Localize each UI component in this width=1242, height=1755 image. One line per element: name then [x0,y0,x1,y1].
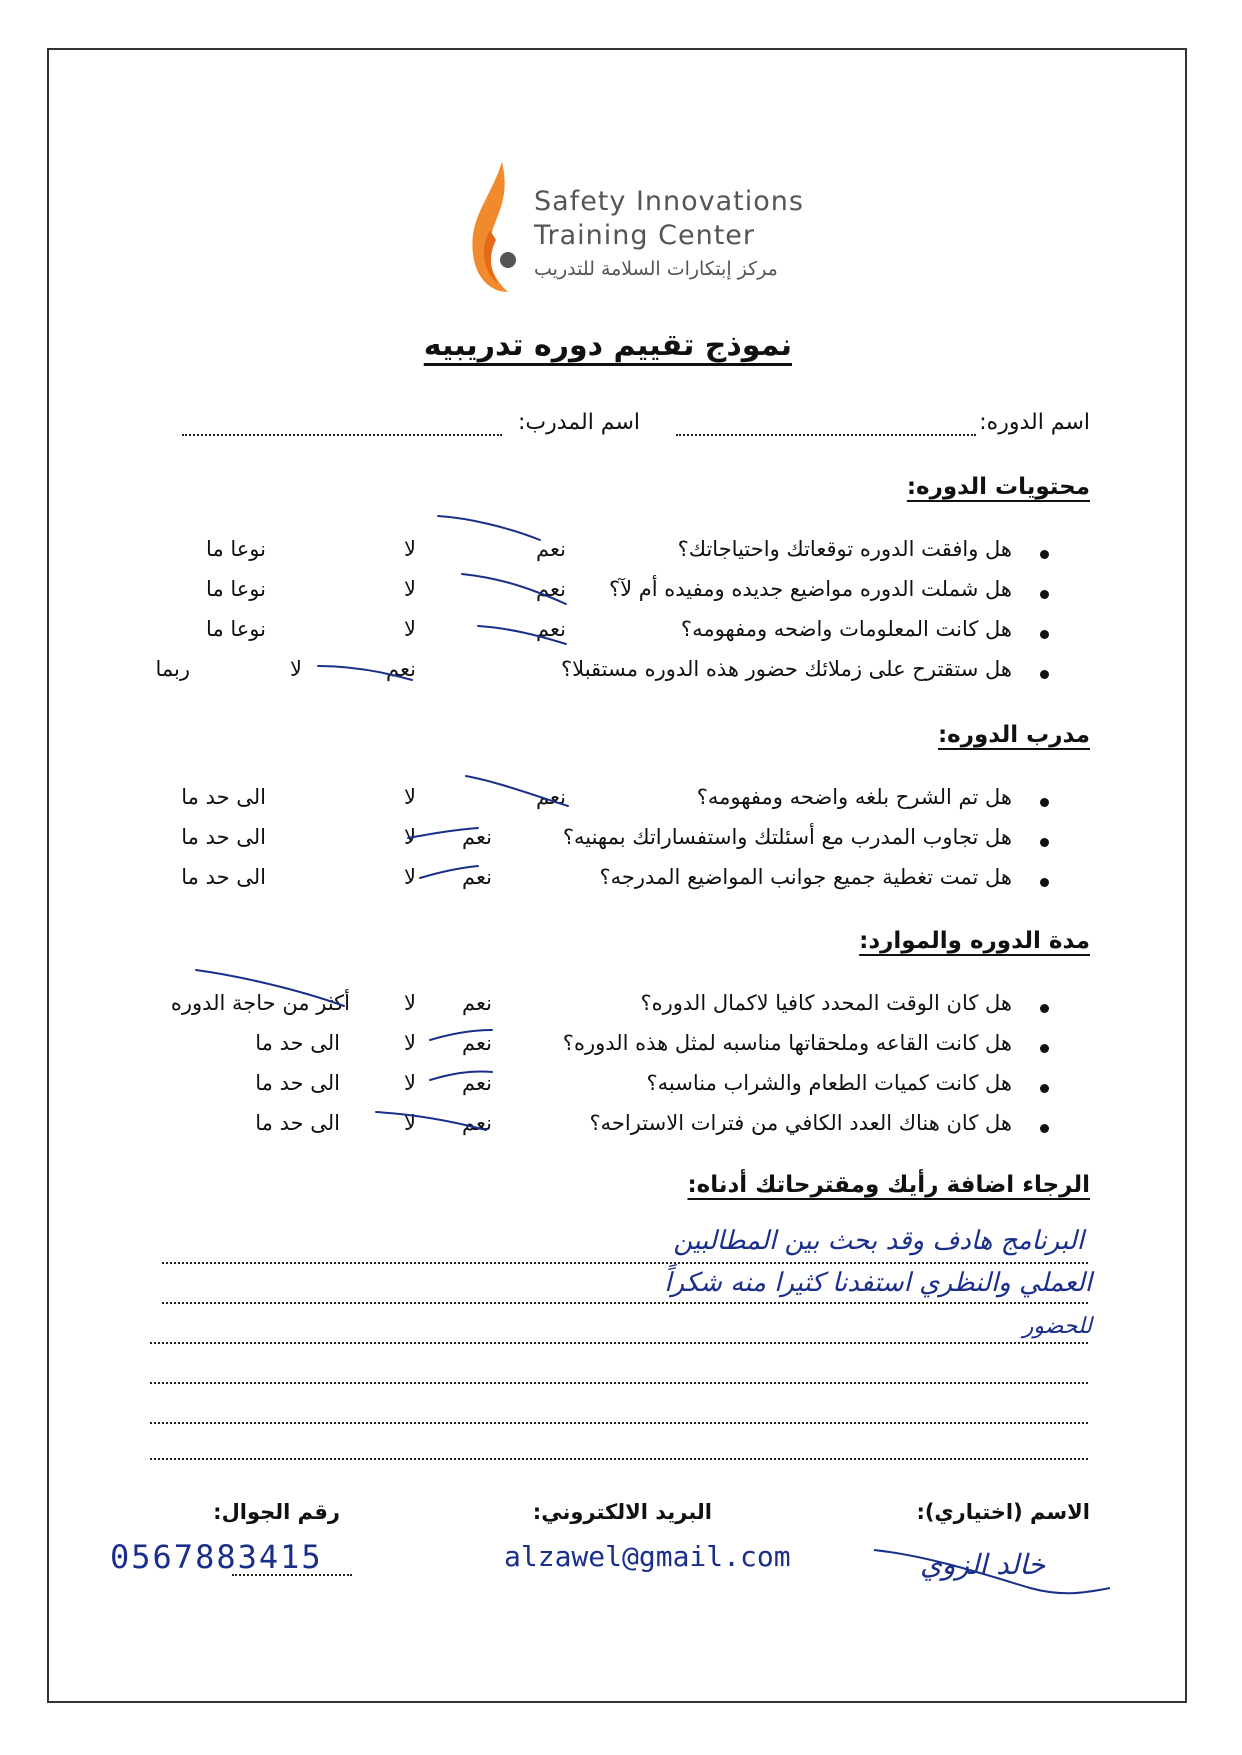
signature-stroke-icon [870,1536,1130,1606]
question-text: هل كان هناك العدد الكافي من فترات الاستراحه؟ [589,1111,1012,1135]
option-no[interactable]: لا [404,785,416,809]
check-stroke [408,828,478,838]
option-maybe[interactable]: ربما [155,657,190,681]
feedback-line [150,1342,1088,1344]
option-no[interactable]: لا [404,825,416,849]
feedback-line [162,1302,1088,1304]
course-name-label: اسم الدوره: [979,410,1090,435]
check-stroke [462,574,566,604]
option-yes[interactable]: نعم [462,1031,492,1055]
feedback-line [162,1262,1088,1264]
name-label: الاسم (اختياري): [916,1500,1090,1524]
option-somewhat[interactable]: الى حد ما [181,785,266,809]
check-stroke [430,1071,492,1080]
option-no[interactable]: لا [404,577,416,601]
page-title: نموذج تقييم دوره تدريبيه [423,328,792,363]
option-yes[interactable]: نعم [536,537,566,561]
check-stroke [438,516,540,540]
option-somewhat[interactable]: الى حد ما [181,825,266,849]
email-label: البريد الالكتروني: [532,1500,712,1524]
question-text: هل كانت المعلومات واضحه ومفهومه؟ [680,617,1012,641]
question-text: هل كانت القاعه وملحقاتها مناسبه لمثل هذه الدوره؟ [562,1031,1012,1055]
option-yes[interactable]: نعم [462,865,492,889]
feedback-line [150,1422,1088,1424]
check-stroke [466,776,568,806]
feedback-line [150,1458,1088,1460]
section-heading-duration: مدة الدوره والموارد: [859,928,1090,954]
check-stroke [420,866,478,878]
email-value: alzawel@gmail.com [504,1540,791,1573]
handwritten-feedback-line: للحضور [1022,1314,1092,1339]
logo-line1: Safety Innovations [534,186,804,217]
check-stroke [478,626,566,644]
feedback-line [150,1382,1088,1384]
option-no[interactable]: لا [404,1111,416,1135]
section-heading-content: محتويات الدوره: [906,474,1090,500]
option-more-than-needed[interactable]: أكثر من حاجة الدوره [170,991,350,1015]
option-no[interactable]: لا [404,991,416,1015]
logo-line2: Training Center [534,220,755,251]
option-somewhat[interactable]: الى حد ما [255,1111,340,1135]
phone-underline [232,1574,352,1576]
check-stroke [318,666,412,680]
question-text: هل تم الشرح بلغه واضحه ومفهومه؟ [696,785,1012,809]
check-stroke [196,970,344,1006]
option-no[interactable]: لا [404,1071,416,1095]
option-somewhat[interactable]: الى حد ما [255,1071,340,1095]
question-text: هل ستقترح على زملائك حضور هذه الدوره مستقبلا؟ [561,657,1012,681]
question-text: هل تجاوب المدرب مع أسئلتك واستفساراتك بمهنيه؟ [562,825,1012,849]
option-yes[interactable]: نعم [462,1111,492,1135]
option-no[interactable]: لا [290,657,302,681]
check-stroke [430,1030,492,1040]
option-somewhat[interactable]: نوعا ما [206,537,266,561]
option-yes[interactable]: نعم [462,991,492,1015]
option-yes[interactable]: نعم [536,577,566,601]
option-yes[interactable]: نعم [536,785,566,809]
handwritten-feedback-line: العملي والنظري استفدنا كثيرا منه شكراً [664,1268,1092,1298]
option-yes[interactable]: نعم [462,1071,492,1095]
name-signature: خالد الزوي [920,1548,1046,1581]
option-somewhat[interactable]: الى حد ما [181,865,266,889]
check-stroke [376,1112,486,1130]
phone-value: 0567883415 [110,1538,323,1576]
question-text: هل وافقت الدوره توقعاتك واحتياجاتك؟ [677,537,1012,561]
option-somewhat[interactable]: نوعا ما [206,617,266,641]
option-no[interactable]: لا [404,617,416,641]
handwritten-feedback-line: البرنامج هادف وقد بحث بين المطالبين [673,1226,1084,1256]
logo-arabic: مركز إبتكارات السلامة للتدريب [534,258,778,280]
option-somewhat[interactable]: الى حد ما [255,1031,340,1055]
trainer-name-label: اسم المدرب: [517,410,640,435]
option-yes[interactable]: نعم [386,657,416,681]
phone-label: رقم الجوال: [213,1500,340,1524]
option-somewhat[interactable]: نوعا ما [206,577,266,601]
question-text: هل كانت كميات الطعام والشراب مناسبه؟ [646,1071,1012,1095]
option-yes[interactable]: نعم [536,617,566,641]
question-text: هل شملت الدوره مواضيع جديده ومفيده أم لآ؟ [608,577,1012,601]
option-yes[interactable]: نعم [462,825,492,849]
question-text: هل تمت تغطية جميع جوانب المواضيع المدرجه؟ [599,865,1012,889]
option-no[interactable]: لا [404,865,416,889]
feedback-heading: الرجاء اضافة رأيك ومقترحاتك أدناه: [687,1172,1090,1198]
option-no[interactable]: لا [404,537,416,561]
question-text: هل كان الوقت المحدد كافيا لاكمال الدوره؟ [640,991,1012,1015]
section-heading-trainer: مدرب الدوره: [937,722,1090,748]
option-no[interactable]: لا [404,1031,416,1055]
